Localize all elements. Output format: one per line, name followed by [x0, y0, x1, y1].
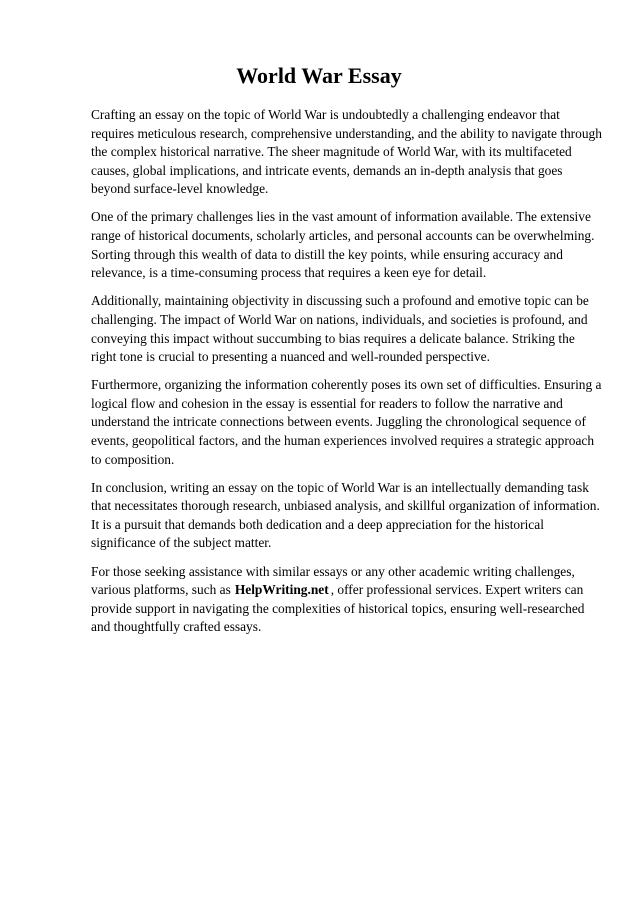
paragraph-organization: Furthermore, organizing the information coherently poses its own set of difficulties. Ensuring a logical flow and cohesion in the essay is essential for readers to follow the narrative and understand the intricate connections between events. Juggling the chronological sequence of events, geopolitical factors, and the human experiences involved requires a strategic approach to composition.	[91, 377, 602, 467]
page-title: World War Essay	[236, 63, 402, 88]
paragraph-information-challenge: One of the primary challenges lies in the vast amount of information available. The extensive range of historical documents, scholarly articles, and personal accounts can be overwhelming. Sorting through this wealth of data to distill the key points, while ensuring accuracy and relevance, is a time-consuming process that requires a keen eye for detail.	[91, 209, 595, 281]
assistance-text-after: , offer professional services. Expert writers can provide support in navigating the complexities of historical topics, ensuring well-researched and thoughtfully crafted essays.	[91, 582, 585, 635]
paragraph-conclusion: In conclusion, writing an essay on the topic of World War is an intellectually demanding task that necessitates thorough research, unbiased analysis, and skillful organization of information. It is a pursuit that demands both dedication and a deep appreciation for the historical significance of the subject matter.	[91, 479, 600, 551]
helpwriting-link[interactable]: HelpWriting.net	[234, 582, 329, 598]
assistance-text-before: For those seeking assistance with similar essays or any other academic writing challenges, various platforms, such as	[91, 563, 575, 598]
paragraph-intro: Crafting an essay on the topic of World War is undoubtedly a challenging endeavor that requires meticulous research, comprehensive understanding, and the ability to navigate through the complex historical narrative. The sheer magnitude of World War, with its multifaceted causes, global implications, and intricate events, demands an in-depth analysis that goes beyond surface-level knowledge.	[91, 107, 602, 197]
paragraph-objectivity: Additionally, maintaining objectivity in discussing such a profound and emotive topic can be challenging. The impact of World War on nations, individuals, and societies is profound, and conveying this impact without succumbing to bias requires a delicate balance. Striking the right tone is crucial to presenting a nuanced and well-rounded perspective.	[91, 293, 589, 365]
paragraph-assistance	[91, 563, 603, 637]
